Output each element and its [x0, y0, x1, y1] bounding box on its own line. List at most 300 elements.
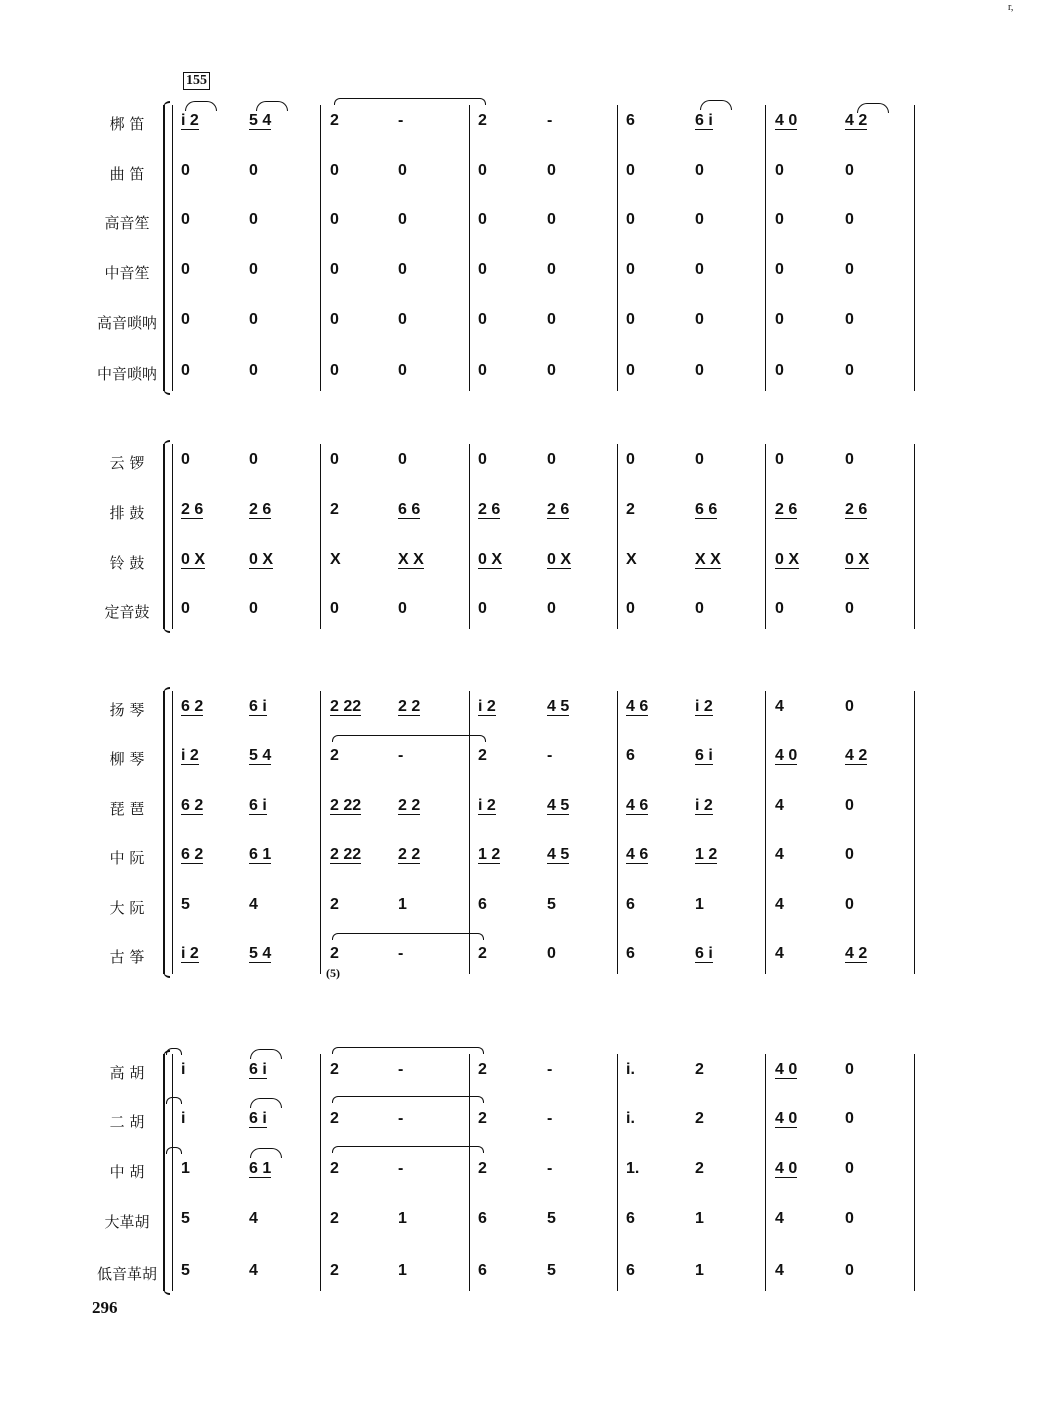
note-text: 4: [775, 945, 784, 962]
instrument-name: 高音唢呐: [96, 314, 157, 332]
note-text: -: [398, 1110, 404, 1127]
note-text: 0: [478, 211, 487, 228]
note-cell: [626, 362, 635, 380]
note-cell: [181, 501, 203, 519]
note-cell: [478, 112, 487, 130]
note-cell: [330, 747, 339, 765]
note-text: 0: [695, 311, 704, 328]
note-cell: [845, 261, 854, 279]
note-text: 0: [626, 362, 635, 379]
note-text: 4: [775, 1210, 784, 1227]
note-text: -: [398, 112, 404, 129]
note-text: -: [398, 945, 404, 962]
slur-mark: [857, 103, 889, 113]
note-cell: [547, 501, 569, 519]
note-text: 1: [695, 1210, 704, 1227]
instrument-name: 排 鼓: [109, 504, 145, 522]
note-text: 6: [626, 1262, 635, 1279]
note-cell: [181, 1160, 190, 1178]
note-cell: [181, 362, 190, 380]
note-cell: [181, 112, 199, 130]
note-text: 4 5: [547, 846, 570, 863]
note-cell: [398, 1160, 403, 1178]
note-cell: [626, 501, 635, 519]
note-text: 4 2: [845, 747, 868, 764]
instrument-name: 大 阮: [109, 899, 145, 917]
note-text: 0: [249, 362, 258, 379]
note-cell: [181, 311, 190, 329]
note-text: 4: [775, 797, 784, 814]
note-cell: [845, 311, 854, 329]
note-text: 0: [775, 362, 784, 379]
note-text: 0: [330, 311, 339, 328]
note-text: i.: [626, 1061, 635, 1078]
note-cell: [249, 362, 258, 380]
instrument-name: 梆 笛: [109, 115, 145, 133]
note-text: 4 6: [626, 698, 649, 715]
note-cell: [626, 1110, 635, 1128]
instrument-name: 柳 琴: [109, 750, 145, 768]
note-cell: [478, 211, 487, 229]
note-text: 0: [845, 1160, 854, 1177]
note-text: 0: [330, 261, 339, 278]
guzheng-annotation: (5): [326, 966, 340, 980]
note-cell: [775, 1061, 797, 1079]
note-text: 4: [249, 1210, 258, 1227]
note-cell: [249, 1061, 267, 1079]
tie-mark: [334, 98, 486, 105]
note-cell: [547, 600, 556, 618]
note-cell: [845, 945, 867, 963]
note-text: 0: [547, 162, 556, 179]
note-text: 2: [330, 1110, 339, 1127]
note-text: 0: [181, 261, 190, 278]
note-cell: [330, 1160, 339, 1178]
note-text: 0: [845, 600, 854, 617]
note-text: 0: [695, 211, 704, 228]
note-text: X: [626, 551, 637, 568]
note-text: 0: [695, 162, 704, 179]
note-text: 0 X: [845, 551, 870, 568]
note-cell: [398, 211, 407, 229]
note-cell: [398, 112, 403, 130]
note-cell: [181, 1210, 190, 1228]
note-text: 2 6: [845, 501, 868, 518]
note-text: 0: [249, 311, 258, 328]
note-text: 2: [330, 1262, 339, 1279]
note-cell: [845, 1110, 854, 1128]
note-cell: [181, 1262, 190, 1280]
note-text: 0: [626, 211, 635, 228]
note-text: 0: [845, 1262, 854, 1279]
note-cell: [547, 311, 556, 329]
tie-mark: [332, 1146, 484, 1153]
note-cell: [330, 451, 339, 469]
note-text: 5 4: [249, 945, 272, 962]
note-text: X X: [398, 551, 424, 568]
note-text: 0: [249, 451, 258, 468]
note-text: 0 X: [775, 551, 800, 568]
barline: [617, 105, 618, 391]
note-text: 6: [626, 896, 635, 913]
note-cell: [478, 451, 487, 469]
note-cell: [478, 1160, 487, 1178]
note-text: 0: [775, 162, 784, 179]
note-text: 0: [775, 311, 784, 328]
note-cell: [626, 162, 635, 180]
note-cell: [845, 698, 854, 716]
note-cell: [181, 451, 190, 469]
note-text: 0: [845, 698, 854, 715]
note-cell: [478, 501, 500, 519]
tie-mark: [166, 1048, 182, 1055]
note-cell: [249, 451, 258, 469]
note-text: 2: [330, 1160, 339, 1177]
note-cell: [695, 1110, 704, 1128]
tie-mark: [332, 1047, 484, 1054]
barline: [617, 444, 618, 629]
note-text: 4 5: [547, 698, 570, 715]
note-cell: [181, 261, 190, 279]
note-cell: [330, 797, 361, 815]
note-cell: [775, 551, 799, 569]
note-cell: [181, 698, 203, 716]
note-cell: [398, 846, 420, 864]
note-text: 6 i: [249, 698, 267, 715]
instrument-name: 扬 琴: [109, 701, 145, 719]
note-text: 0: [181, 362, 190, 379]
note-cell: [249, 211, 258, 229]
note-cell: [845, 797, 854, 815]
note-cell: [547, 1110, 552, 1128]
note-text: 4: [775, 896, 784, 913]
note-cell: [695, 896, 704, 914]
instrument-name: 定音鼓: [104, 603, 150, 621]
note-text: 2 22: [330, 846, 362, 863]
note-text: 4 0: [775, 747, 798, 764]
note-cell: [775, 451, 784, 469]
note-text: 1: [398, 896, 407, 913]
note-cell: [547, 1160, 552, 1178]
note-cell: [181, 747, 199, 765]
instrument-name: 大革胡: [104, 1213, 150, 1231]
note-cell: [695, 211, 704, 229]
barline: [617, 691, 618, 974]
note-text: 6 6: [398, 501, 421, 518]
note-text: 1 2: [695, 846, 718, 863]
note-cell: [330, 1262, 339, 1280]
note-cell: [775, 1262, 784, 1280]
note-text: 0: [249, 211, 258, 228]
barline: [469, 105, 470, 391]
note-text: 0: [845, 797, 854, 814]
note-text: 0: [626, 162, 635, 179]
rehearsal-mark: 155: [183, 72, 210, 90]
note-cell: [330, 1110, 339, 1128]
note-text: 6 2: [181, 698, 204, 715]
note-text: 0: [398, 162, 407, 179]
note-cell: [547, 1061, 552, 1079]
note-cell: [181, 551, 205, 569]
note-cell: [626, 945, 635, 963]
note-text: 0: [478, 261, 487, 278]
slur-mark: [250, 1148, 282, 1158]
note-text: -: [398, 1061, 404, 1078]
note-text: 4 2: [845, 112, 868, 129]
note-cell: [695, 1210, 704, 1228]
note-cell: [775, 945, 784, 963]
note-cell: [845, 846, 854, 864]
note-text: 2: [330, 1210, 339, 1227]
note-text: i 2: [478, 797, 496, 814]
note-cell: [398, 501, 420, 519]
note-text: i.: [626, 1110, 635, 1127]
corner-mark: r,: [1008, 2, 1014, 13]
note-text: 0: [775, 600, 784, 617]
note-text: i: [181, 1061, 186, 1078]
note-cell: [547, 211, 556, 229]
note-cell: [398, 945, 403, 963]
note-text: 0: [398, 311, 407, 328]
note-text: 2: [695, 1061, 704, 1078]
note-text: 6 1: [249, 846, 272, 863]
barline: [765, 444, 766, 629]
note-text: 1.: [626, 1160, 640, 1177]
note-cell: [249, 1160, 271, 1178]
note-text: 0: [695, 451, 704, 468]
note-text: 4 6: [626, 846, 649, 863]
note-text: 2 6: [775, 501, 798, 518]
note-cell: [695, 1262, 704, 1280]
note-text: i 2: [478, 698, 496, 715]
note-text: 1: [398, 1262, 407, 1279]
note-cell: [478, 896, 487, 914]
note-cell: [626, 211, 635, 229]
note-cell: [249, 945, 271, 963]
note-text: 0: [775, 211, 784, 228]
instrument-name: 古 筝: [109, 948, 145, 966]
note-cell: [845, 896, 854, 914]
note-cell: [775, 600, 784, 618]
note-text: 0 X: [547, 551, 572, 568]
note-text: 5: [181, 896, 190, 913]
note-text: 0: [547, 311, 556, 328]
note-cell: [845, 1210, 854, 1228]
note-text: 1: [695, 896, 704, 913]
note-text: 5 4: [249, 112, 272, 129]
note-text: 2: [330, 945, 339, 962]
note-text: 6: [478, 896, 487, 913]
note-text: 0: [845, 1110, 854, 1127]
note-cell: [775, 211, 784, 229]
instrument-name: 二 胡: [109, 1113, 145, 1131]
note-cell: [398, 1210, 407, 1228]
note-text: 6 6: [695, 501, 718, 518]
note-cell: [330, 1061, 339, 1079]
note-cell: [547, 362, 556, 380]
note-text: 2 6: [478, 501, 501, 518]
note-text: -: [398, 747, 404, 764]
note-cell: [547, 797, 569, 815]
instrument-name: 铃 鼓: [109, 554, 145, 572]
note-text: 0: [478, 162, 487, 179]
note-text: 6 i: [249, 1061, 267, 1078]
note-cell: [181, 896, 190, 914]
note-cell: [775, 311, 784, 329]
note-cell: [695, 451, 704, 469]
note-text: 0: [547, 362, 556, 379]
note-text: 0: [845, 211, 854, 228]
note-cell: [547, 747, 552, 765]
note-cell: [478, 311, 487, 329]
note-cell: [775, 698, 784, 716]
barline: [617, 1054, 618, 1291]
note-cell: [398, 1110, 403, 1128]
note-cell: [478, 162, 487, 180]
note-cell: [845, 1061, 854, 1079]
note-text: 0: [845, 1061, 854, 1078]
note-cell: [775, 1210, 784, 1228]
note-text: 5: [181, 1262, 190, 1279]
note-text: 0: [845, 311, 854, 328]
note-cell: [547, 846, 569, 864]
note-cell: [626, 698, 648, 716]
note-text: -: [547, 1110, 553, 1127]
note-text: 6 i: [249, 1110, 267, 1127]
note-cell: [775, 846, 784, 864]
note-text: i 2: [695, 698, 713, 715]
note-cell: [330, 362, 339, 380]
note-cell: [626, 1160, 639, 1178]
slur-mark: [250, 1049, 282, 1059]
note-cell: [478, 747, 487, 765]
note-text: 2: [626, 501, 635, 518]
note-text: 0: [330, 451, 339, 468]
barline: [469, 1054, 470, 1291]
note-cell: [695, 261, 704, 279]
note-cell: [626, 846, 648, 864]
note-cell: [249, 896, 258, 914]
note-text: 2: [330, 501, 339, 518]
note-cell: [845, 162, 854, 180]
note-text: 5 4: [249, 747, 272, 764]
note-text: 0 X: [181, 551, 206, 568]
note-cell: [330, 600, 339, 618]
note-cell: [478, 1210, 487, 1228]
note-text: 6: [626, 1210, 635, 1227]
note-text: 0: [398, 451, 407, 468]
tie-mark: [166, 1097, 182, 1104]
note-text: 0: [845, 261, 854, 278]
note-cell: [330, 311, 339, 329]
note-text: 2: [478, 1110, 487, 1127]
note-cell: [249, 261, 258, 279]
note-text: 4 0: [775, 1061, 798, 1078]
note-text: 5: [547, 896, 556, 913]
note-cell: [695, 362, 704, 380]
note-text: 5: [181, 1210, 190, 1227]
note-cell: [547, 162, 556, 180]
note-text: 0: [547, 945, 556, 962]
note-cell: [398, 451, 407, 469]
note-text: 2: [330, 112, 339, 129]
instrument-name: 中 胡: [109, 1163, 145, 1181]
note-cell: [249, 797, 267, 815]
note-text: 0: [845, 1210, 854, 1227]
slur-mark: [256, 101, 288, 111]
note-text: 2 2: [398, 698, 421, 715]
note-text: 6 i: [695, 747, 713, 764]
barline: [320, 105, 321, 391]
note-text: 6: [626, 945, 635, 962]
note-cell: [845, 501, 867, 519]
note-text: 0: [547, 451, 556, 468]
note-text: 2: [330, 747, 339, 764]
note-text: 2: [478, 1061, 487, 1078]
note-cell: [181, 846, 203, 864]
note-cell: [398, 698, 420, 716]
note-cell: [398, 797, 420, 815]
note-cell: [775, 1110, 797, 1128]
instrument-name: 云 锣: [109, 454, 145, 472]
note-text: -: [547, 1160, 553, 1177]
note-cell: [330, 945, 339, 963]
slur-mark: [185, 101, 217, 111]
group-bracket: [163, 105, 170, 391]
note-text: 0: [626, 600, 635, 617]
note-text: 4: [249, 896, 258, 913]
instrument-name: 中音笙: [104, 264, 150, 282]
tie-mark: [332, 933, 484, 940]
note-text: 2: [478, 747, 487, 764]
note-text: 4 5: [547, 797, 570, 814]
note-text: 6 2: [181, 846, 204, 863]
page-number: 296: [92, 1298, 118, 1317]
note-text: 0: [398, 600, 407, 617]
note-cell: [330, 162, 339, 180]
note-text: 0: [547, 600, 556, 617]
note-text: 0: [249, 261, 258, 278]
note-cell: [845, 451, 854, 469]
slur-mark: [250, 1098, 282, 1108]
note-cell: [249, 747, 271, 765]
note-text: 2: [478, 945, 487, 962]
note-text: 4: [775, 698, 784, 715]
note-cell: [547, 1262, 556, 1280]
note-text: 0: [398, 362, 407, 379]
note-text: 0: [478, 451, 487, 468]
note-cell: [398, 600, 407, 618]
note-cell: [626, 1210, 635, 1228]
barline: [914, 444, 915, 629]
note-text: 0: [181, 211, 190, 228]
note-cell: [181, 600, 190, 618]
note-cell: [249, 112, 271, 130]
tie-mark: [332, 1096, 484, 1103]
note-cell: [775, 362, 784, 380]
note-cell: [547, 551, 571, 569]
note-cell: [547, 1210, 556, 1228]
note-cell: [181, 945, 199, 963]
note-cell: [775, 747, 797, 765]
note-text: 0: [547, 211, 556, 228]
barline: [914, 105, 915, 391]
note-cell: [695, 846, 717, 864]
note-cell: [249, 1262, 258, 1280]
barline: [914, 691, 915, 974]
instrument-name: 高音笙: [104, 214, 150, 232]
note-text: X X: [695, 551, 721, 568]
